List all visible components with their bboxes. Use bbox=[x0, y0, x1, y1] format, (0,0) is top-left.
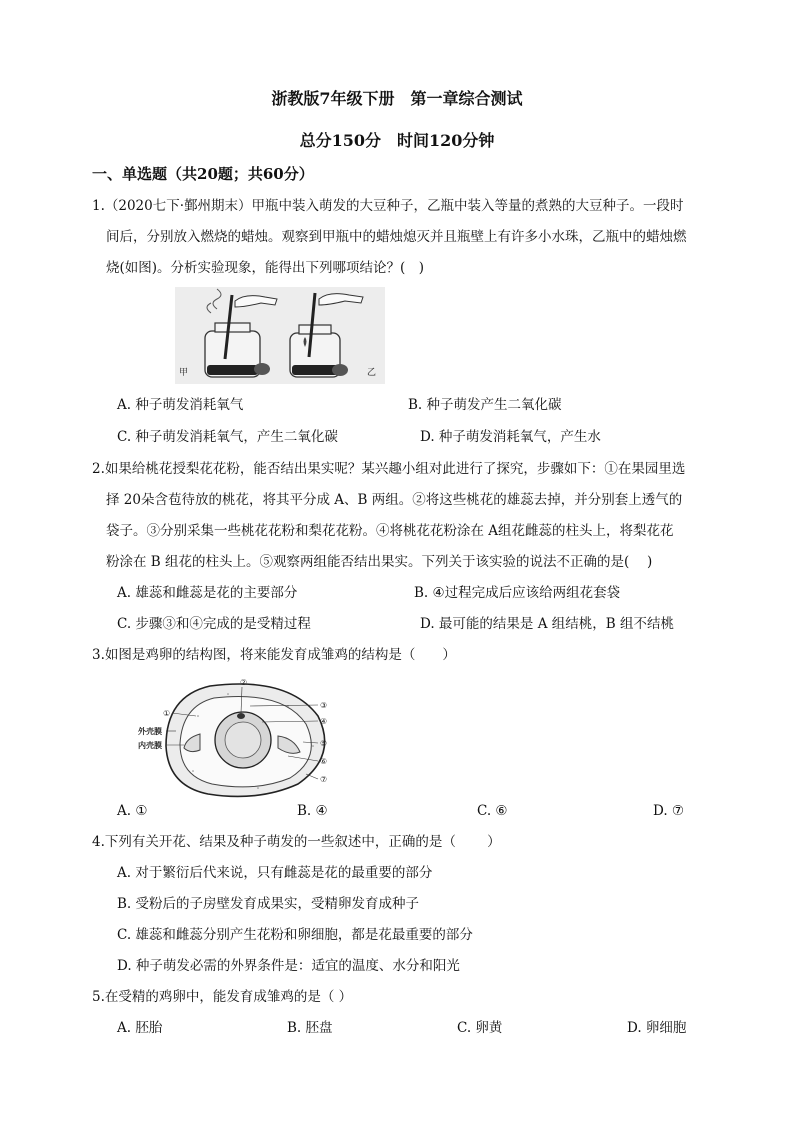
q4-option-a[interactable]: A. 对于繁衍后代来说，只有雌蕊是花的最重要的部分 bbox=[117, 865, 433, 881]
q3-option-b[interactable]: B. ④ bbox=[297, 803, 328, 819]
q4-option-d[interactable]: D. 种子萌发必需的外界条件是：适宜的温度、水分和阳光 bbox=[117, 958, 460, 974]
q1-text-line-3: 烧(如图)。分析实验现象，能得出下列哪项结论？( ) bbox=[106, 260, 425, 276]
q3-option-d[interactable]: D. ⑦ bbox=[653, 803, 685, 819]
outer-membrane-label: 外壳膜 bbox=[138, 727, 162, 736]
q5-option-a[interactable]: A. 胚胎 bbox=[117, 1020, 163, 1036]
q5-option-d[interactable]: D. 卵细胞 bbox=[627, 1020, 687, 1036]
q5-text-line-1: 5.在受精的鸡卵中，能发育成雏鸡的是（ ） bbox=[92, 989, 353, 1005]
jar-label-jia: 甲 bbox=[179, 368, 189, 378]
q2-text-line-3: 袋子。③分别采集一些桃花花粉和梨花花粉。④将桃花花粉涂在 A组花雌蕊的柱头上，将梨花花 bbox=[106, 523, 674, 539]
q5-option-b[interactable]: B. 胚盘 bbox=[287, 1020, 333, 1036]
q1-text-line-1: 1.（2020七下·鄞州期末）甲瓶中装入萌发的大豆种子，乙瓶中装入等量的煮熟的大豆种子。一段时 bbox=[92, 198, 684, 214]
q1-option-c[interactable]: C. 种子萌发消耗氧气，产生二氧化碳 bbox=[117, 429, 338, 445]
egg-marker-6: ⑥ bbox=[320, 757, 328, 766]
egg-marker-3: ③ bbox=[320, 701, 328, 710]
q4-option-c[interactable]: C. 雄蕊和雌蕊分别产生花粉和卵细胞，都是花最重要的部分 bbox=[117, 927, 473, 943]
q3-option-c[interactable]: C. ⑥ bbox=[477, 803, 508, 819]
q3-text-line-1: 3.如图是鸡卵的结构图，将来能发育成雏鸡的结构是（ ） bbox=[92, 647, 456, 663]
q4-option-b[interactable]: B. 受粉后的子房壁发育成果实，受精卵发育成种子 bbox=[117, 896, 420, 912]
egg-marker-4: ④ bbox=[320, 717, 328, 726]
q1-option-d[interactable]: D. 种子萌发消耗氧气，产生水 bbox=[420, 429, 601, 445]
q2-text-line-4: 粉涂在 B 组花的柱头上。⑤观察两组能否结出果实。下列关于该实验的说法不正确的是( ) bbox=[106, 554, 653, 570]
q3-option-a[interactable]: A. ① bbox=[117, 803, 148, 819]
q2-text-line-1: 2.如果给桃花授梨花花粉，能否结出果实呢？某兴趣小组对此进行了探究，步骤如下：①在果园里选 bbox=[92, 461, 686, 477]
q1-text-line-2: 间后，分别放入燃烧的蜡烛。观察到甲瓶中的蜡烛熄灭并且瓶壁上有许多小水珠，乙瓶中的蜡烛燃 bbox=[106, 229, 687, 245]
q1-experiment-figure bbox=[175, 287, 385, 384]
q2-text-line-2: 择 20朵含苞待放的桃花，将其平分成 A、B 两组。②将这些桃花的雄蕊去掉，并分别套上透气的 bbox=[106, 492, 683, 508]
page-title: 浙教版7年级下册 第一章综合测试 bbox=[271, 89, 523, 108]
q2-option-d[interactable]: D. 最可能的结果是 A 组结桃，B 组不结桃 bbox=[420, 616, 674, 632]
q2-option-b[interactable]: B. ④过程完成后应该给两组花套袋 bbox=[414, 585, 621, 601]
jar-label-yi: 乙 bbox=[367, 368, 377, 378]
q1-option-b[interactable]: B. 种子萌发产生二氧化碳 bbox=[408, 397, 562, 413]
q1-option-a[interactable]: A. 种子萌发消耗氧气 bbox=[117, 397, 244, 413]
q3-egg-structure-figure bbox=[138, 676, 348, 798]
egg-marker-1: ① bbox=[163, 709, 171, 718]
egg-marker-2: ② bbox=[240, 678, 248, 687]
egg-marker-7: ⑦ bbox=[320, 775, 328, 784]
q2-option-c[interactable]: C. 步骤③和④完成的是受精过程 bbox=[117, 616, 311, 632]
page-subtitle: 总分150分 时间120分钟 bbox=[299, 131, 495, 150]
q4-text-line-1: 4.下列有关开花、结果及种子萌发的一些叙述中，正确的是（ ） bbox=[92, 834, 501, 850]
q5-option-c[interactable]: C. 卵黄 bbox=[457, 1020, 503, 1036]
section-heading: 一、单选题（共20题；共60分） bbox=[92, 165, 314, 183]
inner-membrane-label: 内壳膜 bbox=[138, 741, 162, 750]
q2-option-a[interactable]: A. 雄蕊和雌蕊是花的主要部分 bbox=[117, 585, 298, 601]
egg-marker-5: ⑤ bbox=[320, 739, 328, 748]
